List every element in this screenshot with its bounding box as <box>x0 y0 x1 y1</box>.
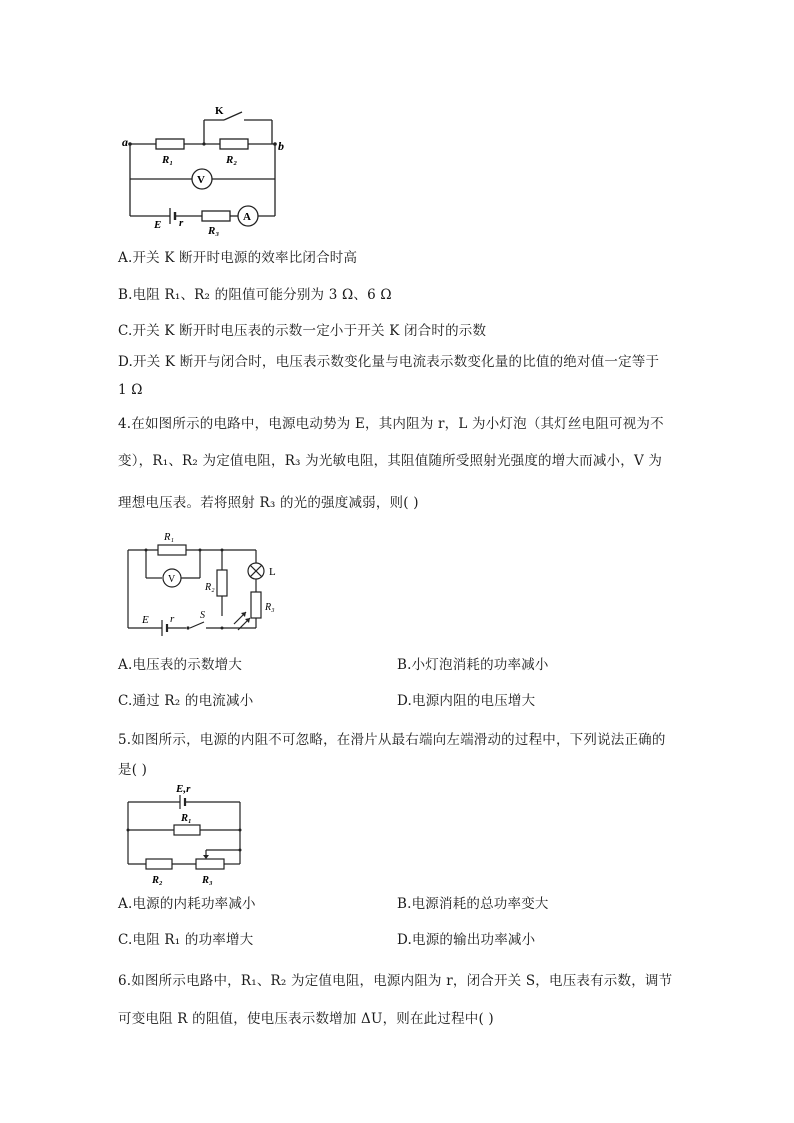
q5-option-c: C.电阻 R₁ 的功率增大 <box>118 932 254 948</box>
label-K: K <box>215 105 224 117</box>
label-R3: R₃ <box>208 225 220 237</box>
q6-stem-line1: 6.如图所示电路中，R₁、R₂ 为定值电阻，电源内阻为 r，闭合开关 S，电压表有示数，调节 <box>118 973 673 989</box>
label-r: r <box>179 217 184 229</box>
label-R1: R₁ <box>162 154 174 166</box>
label-Er: E,r <box>176 784 191 795</box>
q5-stem-line2: 是( ) <box>118 762 148 778</box>
label-R2: R₂ <box>226 154 238 166</box>
q4-stem-line3: 理想电压表。若将照射 R₃ 的光的强度减弱，则( ) <box>118 495 419 511</box>
q4-stem-line1: 4.在如图所示的电路中，电源电动势为 E，其内阻为 r，L 为小灯泡（其灯丝电阻可视为不 <box>118 416 664 432</box>
voltmeter-symbol: V <box>168 574 176 585</box>
q5-option-b: B.电源消耗的总功率变大 <box>397 896 549 912</box>
q4-option-c: C.通过 R₂ 的电流减小 <box>118 693 254 709</box>
q6-stem-line2: 可变电阻 R 的阻值，使电压表示数增加 ΔU，则在此过程中( ) <box>118 1011 494 1027</box>
q3-option-a: A.开关 K 断开时电源的效率比闭合时高 <box>118 250 358 266</box>
voltmeter-symbol: V <box>197 174 205 186</box>
q5-option-d: D.电源的输出功率减小 <box>397 932 536 948</box>
label-r: r <box>170 613 175 625</box>
q3-option-b: B.电阻 R₁、R₂ 的阻值可能分别为 3 Ω、6 Ω <box>118 287 392 303</box>
label-R3: R₃ <box>265 602 275 613</box>
label-a: a <box>122 135 128 149</box>
label-R2: R₂ <box>152 875 163 886</box>
label-R1: R₁ <box>181 813 192 824</box>
q4-stem-line2: 变），R₁、R₂ 为定值电阻，R₃ 为光敏电阻，其阻值随所受照射光强度的增大而减小，V 为 <box>118 453 663 469</box>
label-R3: R₃ <box>202 875 213 886</box>
label-b: b <box>278 139 284 153</box>
q4-option-a: A.电压表的示数增大 <box>118 657 243 673</box>
circuit-figure-q4 <box>118 528 288 638</box>
q4-option-b: B.小灯泡消耗的功率减小 <box>397 657 549 673</box>
q3-option-d-line2: 1 Ω <box>118 382 143 398</box>
q3-option-d-line1: D.开关 K 断开与闭合时，电压表示数变化量与电流表示数变化量的比值的绝对值一定等于 <box>118 354 660 370</box>
label-S: S <box>200 610 205 621</box>
label-L: L <box>269 566 276 578</box>
label-R1: R₁ <box>164 532 175 543</box>
q5-option-a: A.电源的内耗功率减小 <box>118 896 256 912</box>
q4-option-d: D.电源内阻的电压增大 <box>397 693 536 709</box>
ammeter-symbol: A <box>243 211 251 223</box>
circuit-figure-q3 <box>118 100 293 240</box>
circuit-figure-q5 <box>118 784 258 886</box>
q5-stem-line1: 5.如图所示，电源的内阻不可忽略，在滑片从最右端向左端滑动的过程中，下列说法正确的 <box>118 732 666 748</box>
q3-option-c: C.开关 K 断开时电压表的示数一定小于开关 K 闭合时的示数 <box>118 323 487 339</box>
label-E: E <box>142 614 149 626</box>
label-R2: R₂ <box>205 582 215 593</box>
label-E: E <box>154 219 162 231</box>
